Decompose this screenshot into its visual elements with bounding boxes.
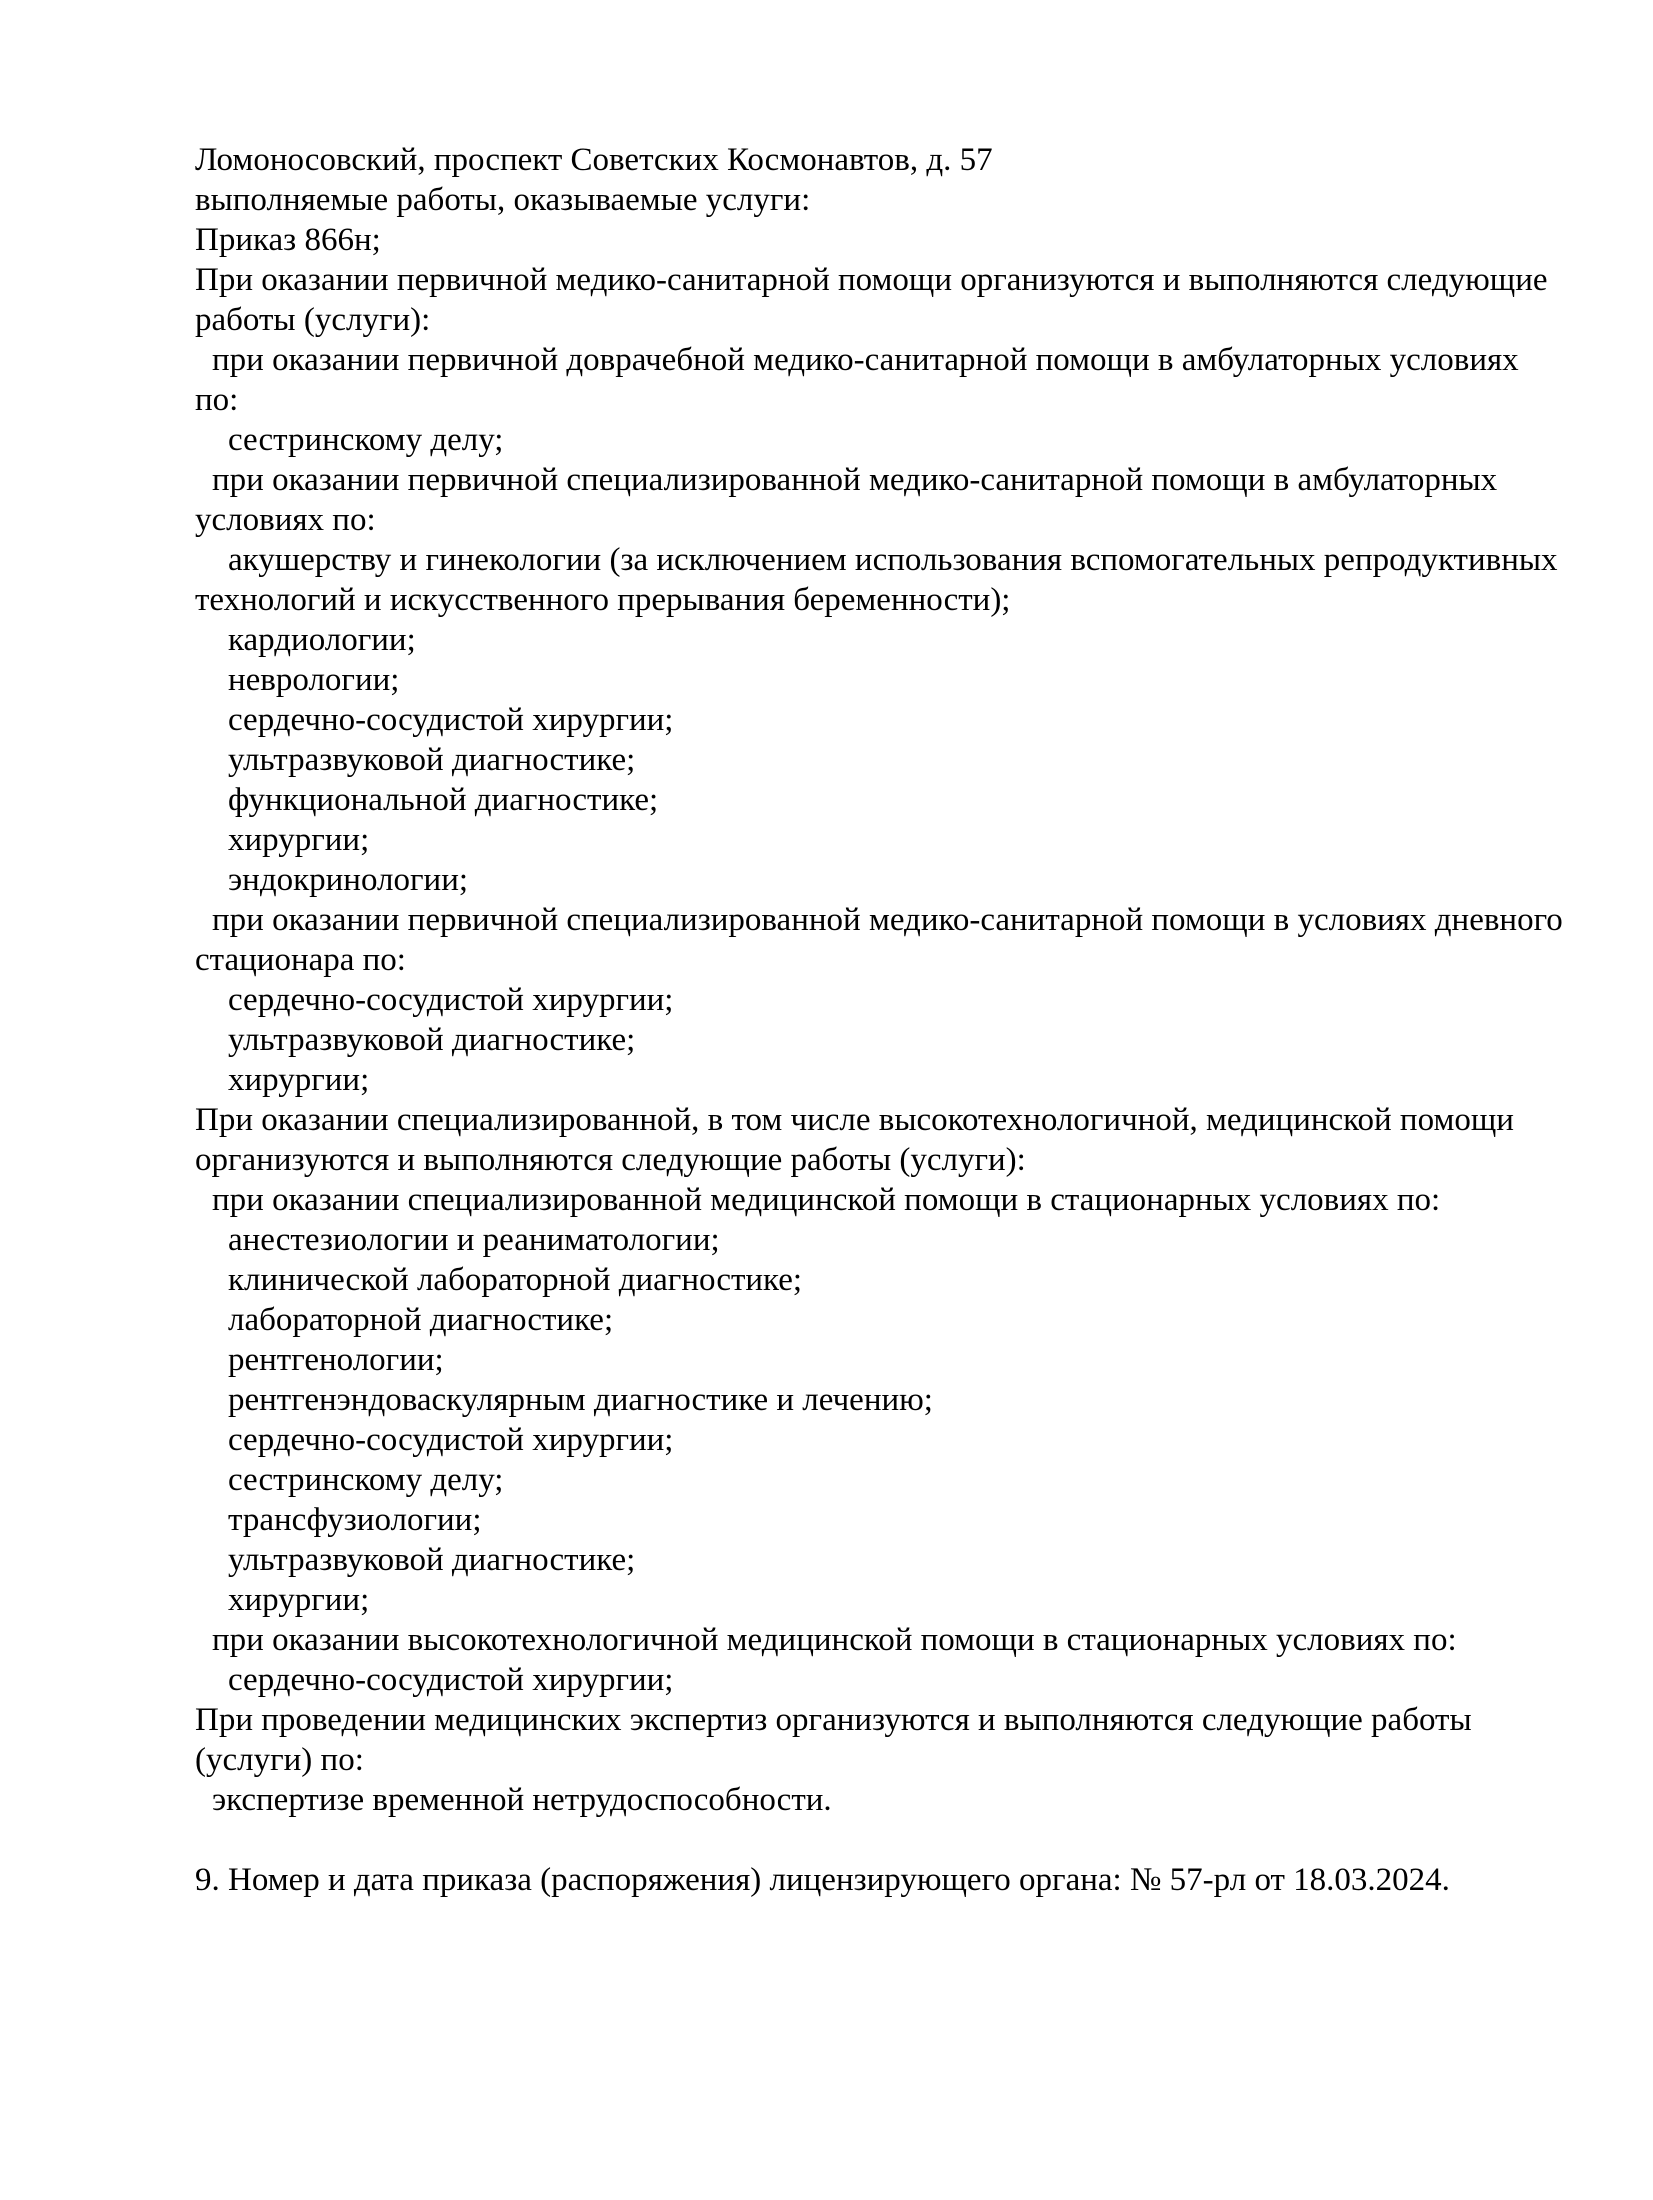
text-line: При оказании первичной медико-санитарной помощи организуются и выполняются следующие [195,262,1548,298]
text-line: по: [195,382,239,418]
list-item: клинической лабораторной диагностике; [228,1262,803,1298]
list-item: сестринскому делу; [228,422,504,458]
list-item: сердечно-сосудистой хирургии; [228,702,674,738]
text-line: организуются и выполняются следующие работы (услуги): [195,1142,1026,1178]
list-item: функциональной диагностике; [228,782,659,818]
text-line: (услуги) по: [195,1742,364,1778]
text-line: Приказ 866н; [195,222,381,258]
blank-line [195,1820,1615,1860]
list-item: эндокринологии; [228,862,469,898]
list-item: хирургии; [228,1062,370,1098]
text-line: условиях по: [195,502,376,538]
subsection-line: экспертизе временной нетрудоспособности. [212,1782,832,1818]
list-item: хирургии; [228,1582,370,1618]
text-line: стационара по: [195,942,406,978]
list-item: сердечно-сосудистой хирургии; [228,1422,674,1458]
list-item: сердечно-сосудистой хирургии; [228,982,674,1018]
list-item: хирургии; [228,822,370,858]
list-item: неврологии; [228,662,400,698]
subsection-line: при оказании первичной специализированной медико-санитарной помощи в условиях дневного [212,902,1563,938]
list-item: акушерству и гинекологии (за исключением использования вспомогательных репродуктивных [228,542,1558,578]
text-line: Ломоносовский, проспект Советских Космонавтов, д. 57 [195,142,993,178]
order-number-line: 9. Номер и дата приказа (распоряжения) лицензирующего органа: № 57-рл от 18.03.2024. [195,1862,1450,1898]
list-item: трансфузиологии; [228,1502,482,1538]
list-item: лабораторной диагностике; [228,1302,614,1338]
text-line: работы (услуги): [195,302,431,338]
document-page [195,140,1615,1900]
text-line: При оказании специализированной, в том числе высокотехнологичной, медицинской помощи [195,1102,1514,1138]
list-item: ультразвуковой диагностике; [228,742,636,778]
list-item: кардиологии; [228,622,416,658]
text-line: технологий и искусственного прерывания беременности); [195,582,1011,618]
subsection-line: при оказании специализированной медицинской помощи в стационарных условиях по: [212,1182,1441,1218]
text-line: При проведении медицинских экспертиз организуются и выполняются следующие работы [195,1702,1472,1738]
subsection-line: при оказании первичной специализированной медико-санитарной помощи в амбулаторных [212,462,1498,498]
subsection-line: при оказании высокотехнологичной медицинской помощи в стационарных условиях по: [212,1622,1457,1658]
list-item: ультразвуковой диагностике; [228,1022,636,1058]
list-item: рентгенэндоваскулярным диагностике и лечению; [228,1382,933,1418]
list-item: рентгенологии; [228,1342,444,1378]
text-line: выполняемые работы, оказываемые услуги: [195,182,811,218]
list-item: ультразвуковой диагностике; [228,1542,636,1578]
subsection-line: при оказании первичной доврачебной медико-санитарной помощи в амбулаторных условиях [212,342,1519,378]
list-item: сердечно-сосудистой хирургии; [228,1662,674,1698]
list-item: сестринскому делу; [228,1462,504,1498]
services-list [195,140,1615,1820]
list-item: анестезиологии и реаниматологии; [228,1222,720,1258]
